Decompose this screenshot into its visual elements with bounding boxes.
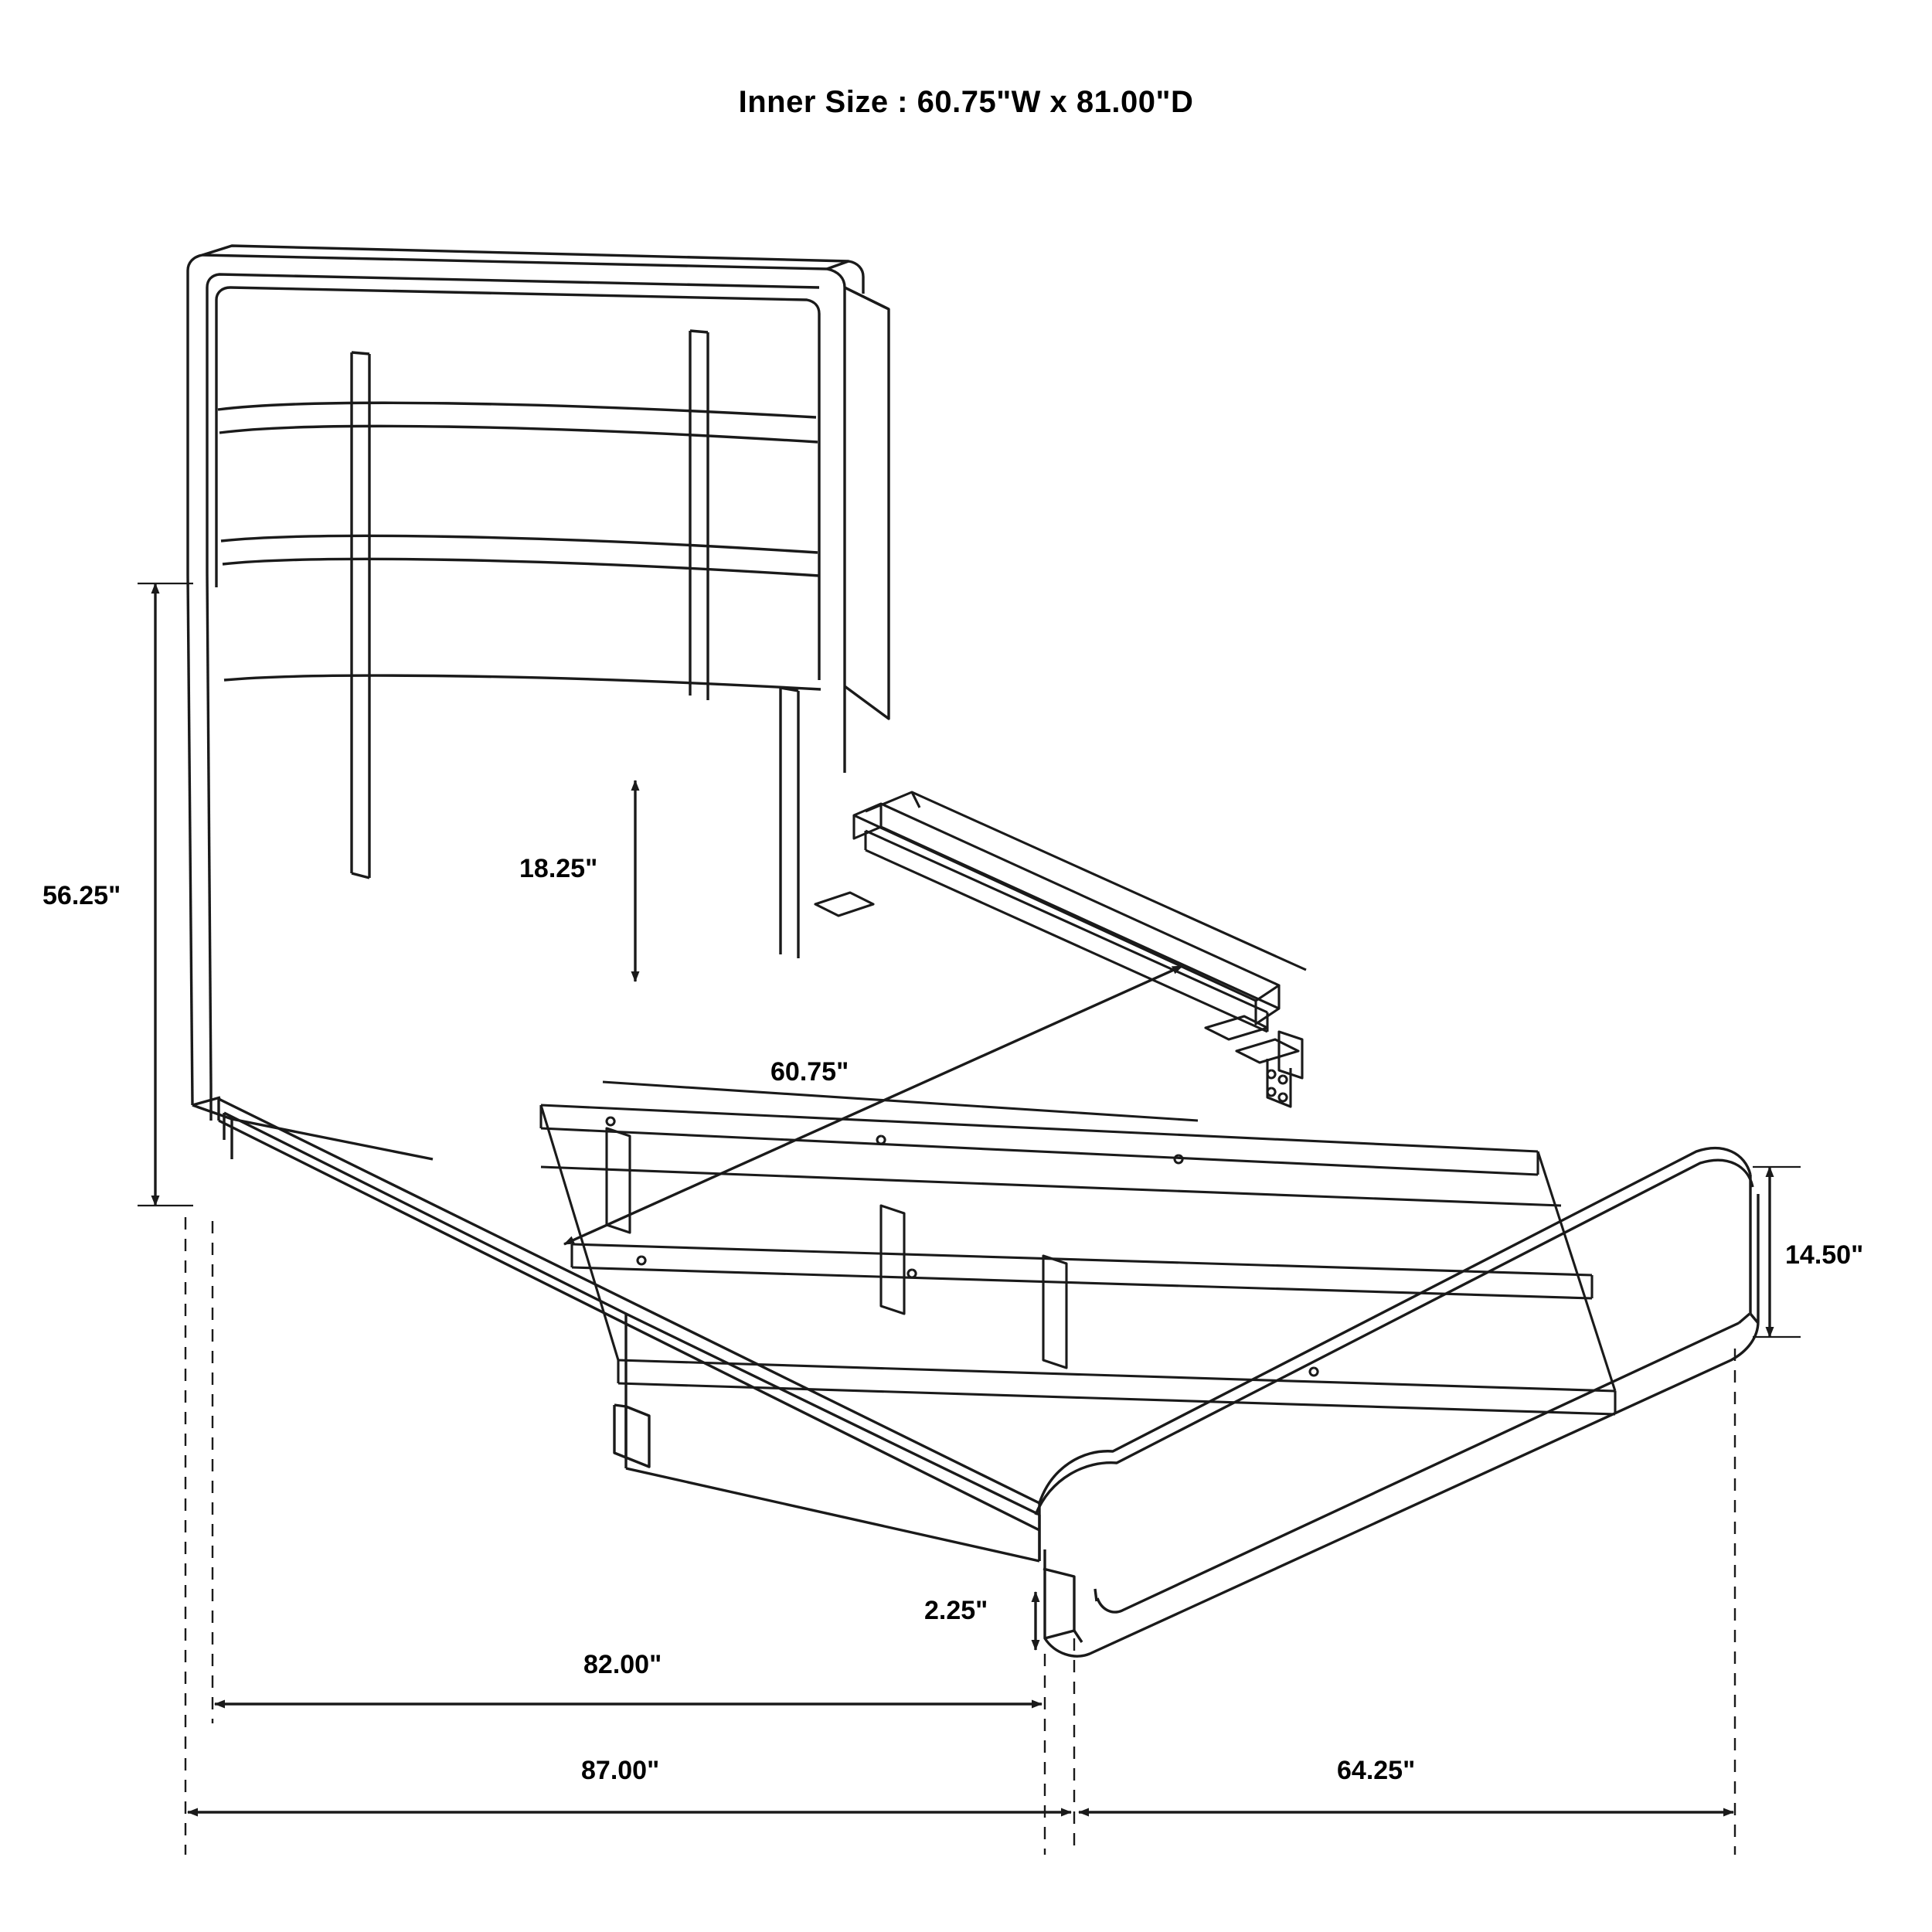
dimension-label-floor-clearance: 2.25"	[924, 1596, 988, 1625]
dimension-label-overall-length: 87.00"	[581, 1756, 660, 1785]
dimension-label-headboard-height: 56.25"	[43, 881, 121, 910]
page-title: Inner Size : 60.75"W x 81.00"D	[738, 85, 1194, 119]
dimension-label-frame-length: 82.00"	[583, 1650, 662, 1679]
dimension-label-inner-width: 60.75"	[770, 1057, 849, 1087]
bed-slat-frame	[541, 792, 1615, 1414]
dimension-lines	[138, 583, 1801, 1855]
dimension-label-headboard-panel-gap: 18.25"	[519, 854, 598, 883]
bed-headboard	[188, 246, 889, 1159]
bed-footboard	[1036, 1148, 1758, 1656]
dimension-label-overall-width: 64.25"	[1337, 1756, 1416, 1785]
dimension-label-footboard-height: 14.50"	[1785, 1240, 1864, 1270]
